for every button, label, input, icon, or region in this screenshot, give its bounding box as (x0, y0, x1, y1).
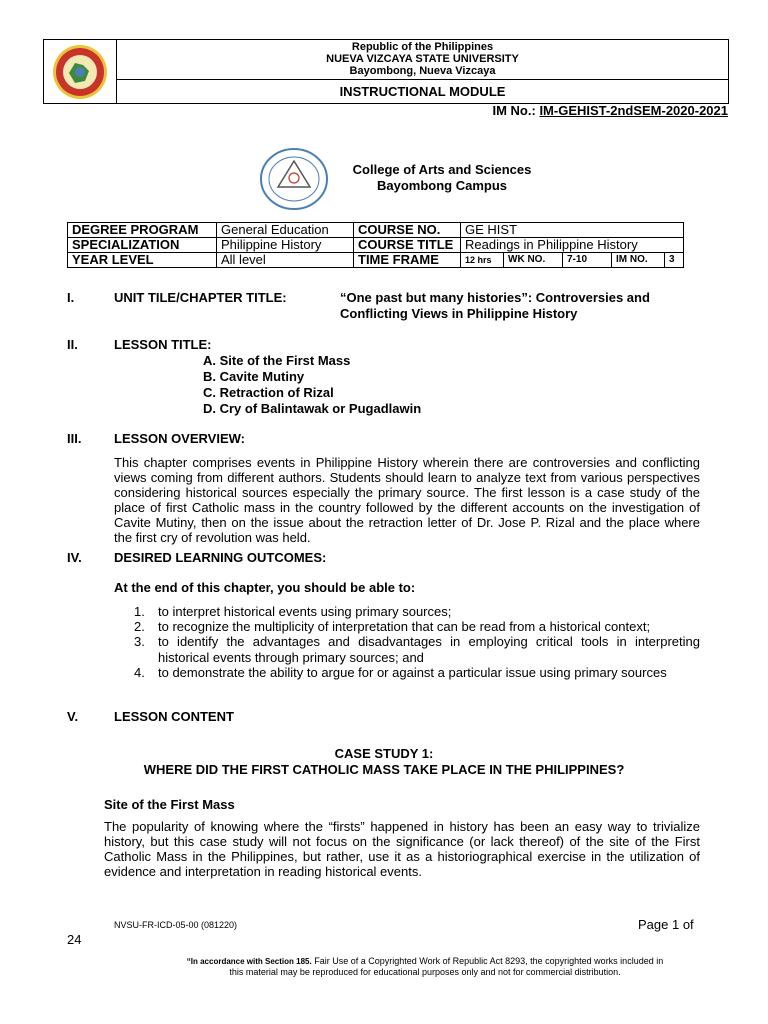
table-row (68, 223, 684, 238)
section-3-title: LESSON OVERVIEW: (114, 431, 245, 446)
list-item: to demonstrate the ability to argue for or against a particular issue using primary sources (158, 665, 667, 680)
header-module-title: INSTRUCTIONAL MODULE (339, 84, 506, 99)
table-cell: Philippine History (217, 238, 354, 253)
section-1-number: I. (67, 290, 75, 305)
fair-use-line1 (120, 956, 730, 967)
table-row (68, 238, 684, 253)
table-cell: COURSE TITLE (354, 238, 461, 253)
table-cell: IM NO. (612, 253, 665, 268)
fair-use-line2: this material may be reproduced for educational purposes only and not for commercial distribution. (229, 967, 621, 977)
section-5-number: V. (67, 709, 79, 724)
list-item-number: 4. (134, 665, 145, 680)
list-item: A. Site of the First Mass (203, 353, 351, 368)
case-study-subhead: Site of the First Mass (104, 797, 235, 812)
list-item: C. Retraction of Rizal (203, 385, 334, 400)
table-cell: 12 hrs (461, 253, 504, 268)
table-cell: Readings in Philippine History (461, 238, 684, 253)
university-seal-icon (49, 43, 111, 101)
header-university: NUEVA VIZCAYA STATE UNIVERSITY (326, 53, 519, 65)
college-seal-icon (258, 147, 330, 211)
section-4-title: DESIRED LEARNING OUTCOMES: (114, 550, 327, 565)
case-study-question: WHERE DID THE FIRST CATHOLIC MASS TAKE PLACE IN THE PHILIPPINES? (143, 762, 625, 777)
case-study-number: CASE STUDY 1: (334, 746, 434, 761)
fair-use-section-ref: “In accordance with Section 185. (186, 957, 312, 966)
form-code: NVSU-FR-ICD-05-00 (081220) (114, 920, 238, 930)
im-number (492, 103, 728, 118)
im-number-value: IM-GEHIST-2ndSEM-2020-2021 (539, 103, 728, 118)
course-info-table (67, 222, 684, 268)
chapter-title-line2: Conflicting Views in Philippine History (340, 306, 578, 321)
list-item: to interpret historical events using primary sources; (158, 604, 452, 619)
page-total: 24 (67, 932, 82, 947)
list-item-number: 2. (134, 619, 145, 634)
chapter-title-line1: “One past but many histories”: Controversies and (340, 290, 650, 305)
section-2-title: LESSON TITLE: (114, 337, 212, 352)
chapter-title (340, 290, 650, 322)
table-cell: GE HIST (461, 223, 684, 238)
table-row (68, 253, 684, 268)
section-1-title: UNIT TILE/CHAPTER TITLE: (114, 290, 287, 305)
college-heading (347, 162, 537, 194)
lesson-title-list (203, 353, 421, 417)
table-cell: DEGREE PROGRAM (68, 223, 217, 238)
fair-use-notice (120, 956, 730, 978)
header-box (43, 39, 729, 104)
table-cell: General Education (217, 223, 354, 238)
college-campus: Bayombong Campus (376, 178, 507, 193)
table-cell: SPECIALIZATION (68, 238, 217, 253)
header-university-info (117, 40, 728, 80)
list-item: D. Cry of Balintawak or Pugadlawin (203, 401, 422, 416)
table-cell: 7-10 (563, 253, 612, 268)
college-name: College of Arts and Sciences (352, 162, 532, 177)
section-3-number: III. (67, 431, 82, 446)
section-4-number: IV. (67, 550, 82, 565)
table-cell: 3 (665, 253, 684, 268)
header-republic: Republic of the Philippines (351, 41, 494, 53)
fair-use-text: Fair Use of a Copyrighted Work of Republic Act 8293, the copyrighted works included in (311, 956, 664, 966)
list-item: to recognize the multiplicity of interpretation that can be read from a historical context; (158, 619, 651, 634)
page-number: Page 1 of (638, 917, 694, 932)
table-cell: YEAR LEVEL (68, 253, 217, 268)
header-address: Bayombong, Nueva Vizcaya (349, 65, 496, 77)
list-item: to identify the advantages and disadvantages in employing critical tools in interpreting historical events through primary sources; and (158, 634, 700, 665)
outcomes-intro: At the end of this chapter, you should be able to: (114, 580, 416, 595)
lesson-overview-text: This chapter comprises events in Philippine History wherein there are controversies and conflicting views coming from different authors. Students should learn to analyze text from various perspectives considering historical sources especially the primary source. The first lesson is a case study of the place of first Catholic mass in the country followed by the different accounts on the investigation of Cavite Mutiny, then on the issue about the retraction letter of Dr. Jose P. Rizal and the place where the first cry of revolution was held. (114, 455, 700, 545)
list-item-number: 3. (134, 634, 145, 649)
case-study-body: The popularity of knowing where the “firsts” happened in history has been an easy way to trivialize history, but this case study will not focus on the significance (or lack thereof) of the site of the First Catholic Mass in the Philippines, but rather, use it as a historiographical exercise in the utilization of evidence and interpretation in reading historical events. (104, 819, 700, 879)
university-seal-cell (44, 40, 117, 103)
table-cell: WK NO. (504, 253, 563, 268)
section-5-title: LESSON CONTENT (114, 709, 234, 724)
table-cell: All level (217, 253, 354, 268)
case-study-heading (0, 746, 768, 778)
list-item: B. Cavite Mutiny (203, 369, 305, 384)
table-cell: COURSE NO. (354, 223, 461, 238)
section-2-number: II. (67, 337, 78, 352)
list-item-number: 1. (134, 604, 145, 619)
table-cell: TIME FRAME (354, 253, 461, 268)
im-number-label: IM No.: (492, 103, 536, 118)
